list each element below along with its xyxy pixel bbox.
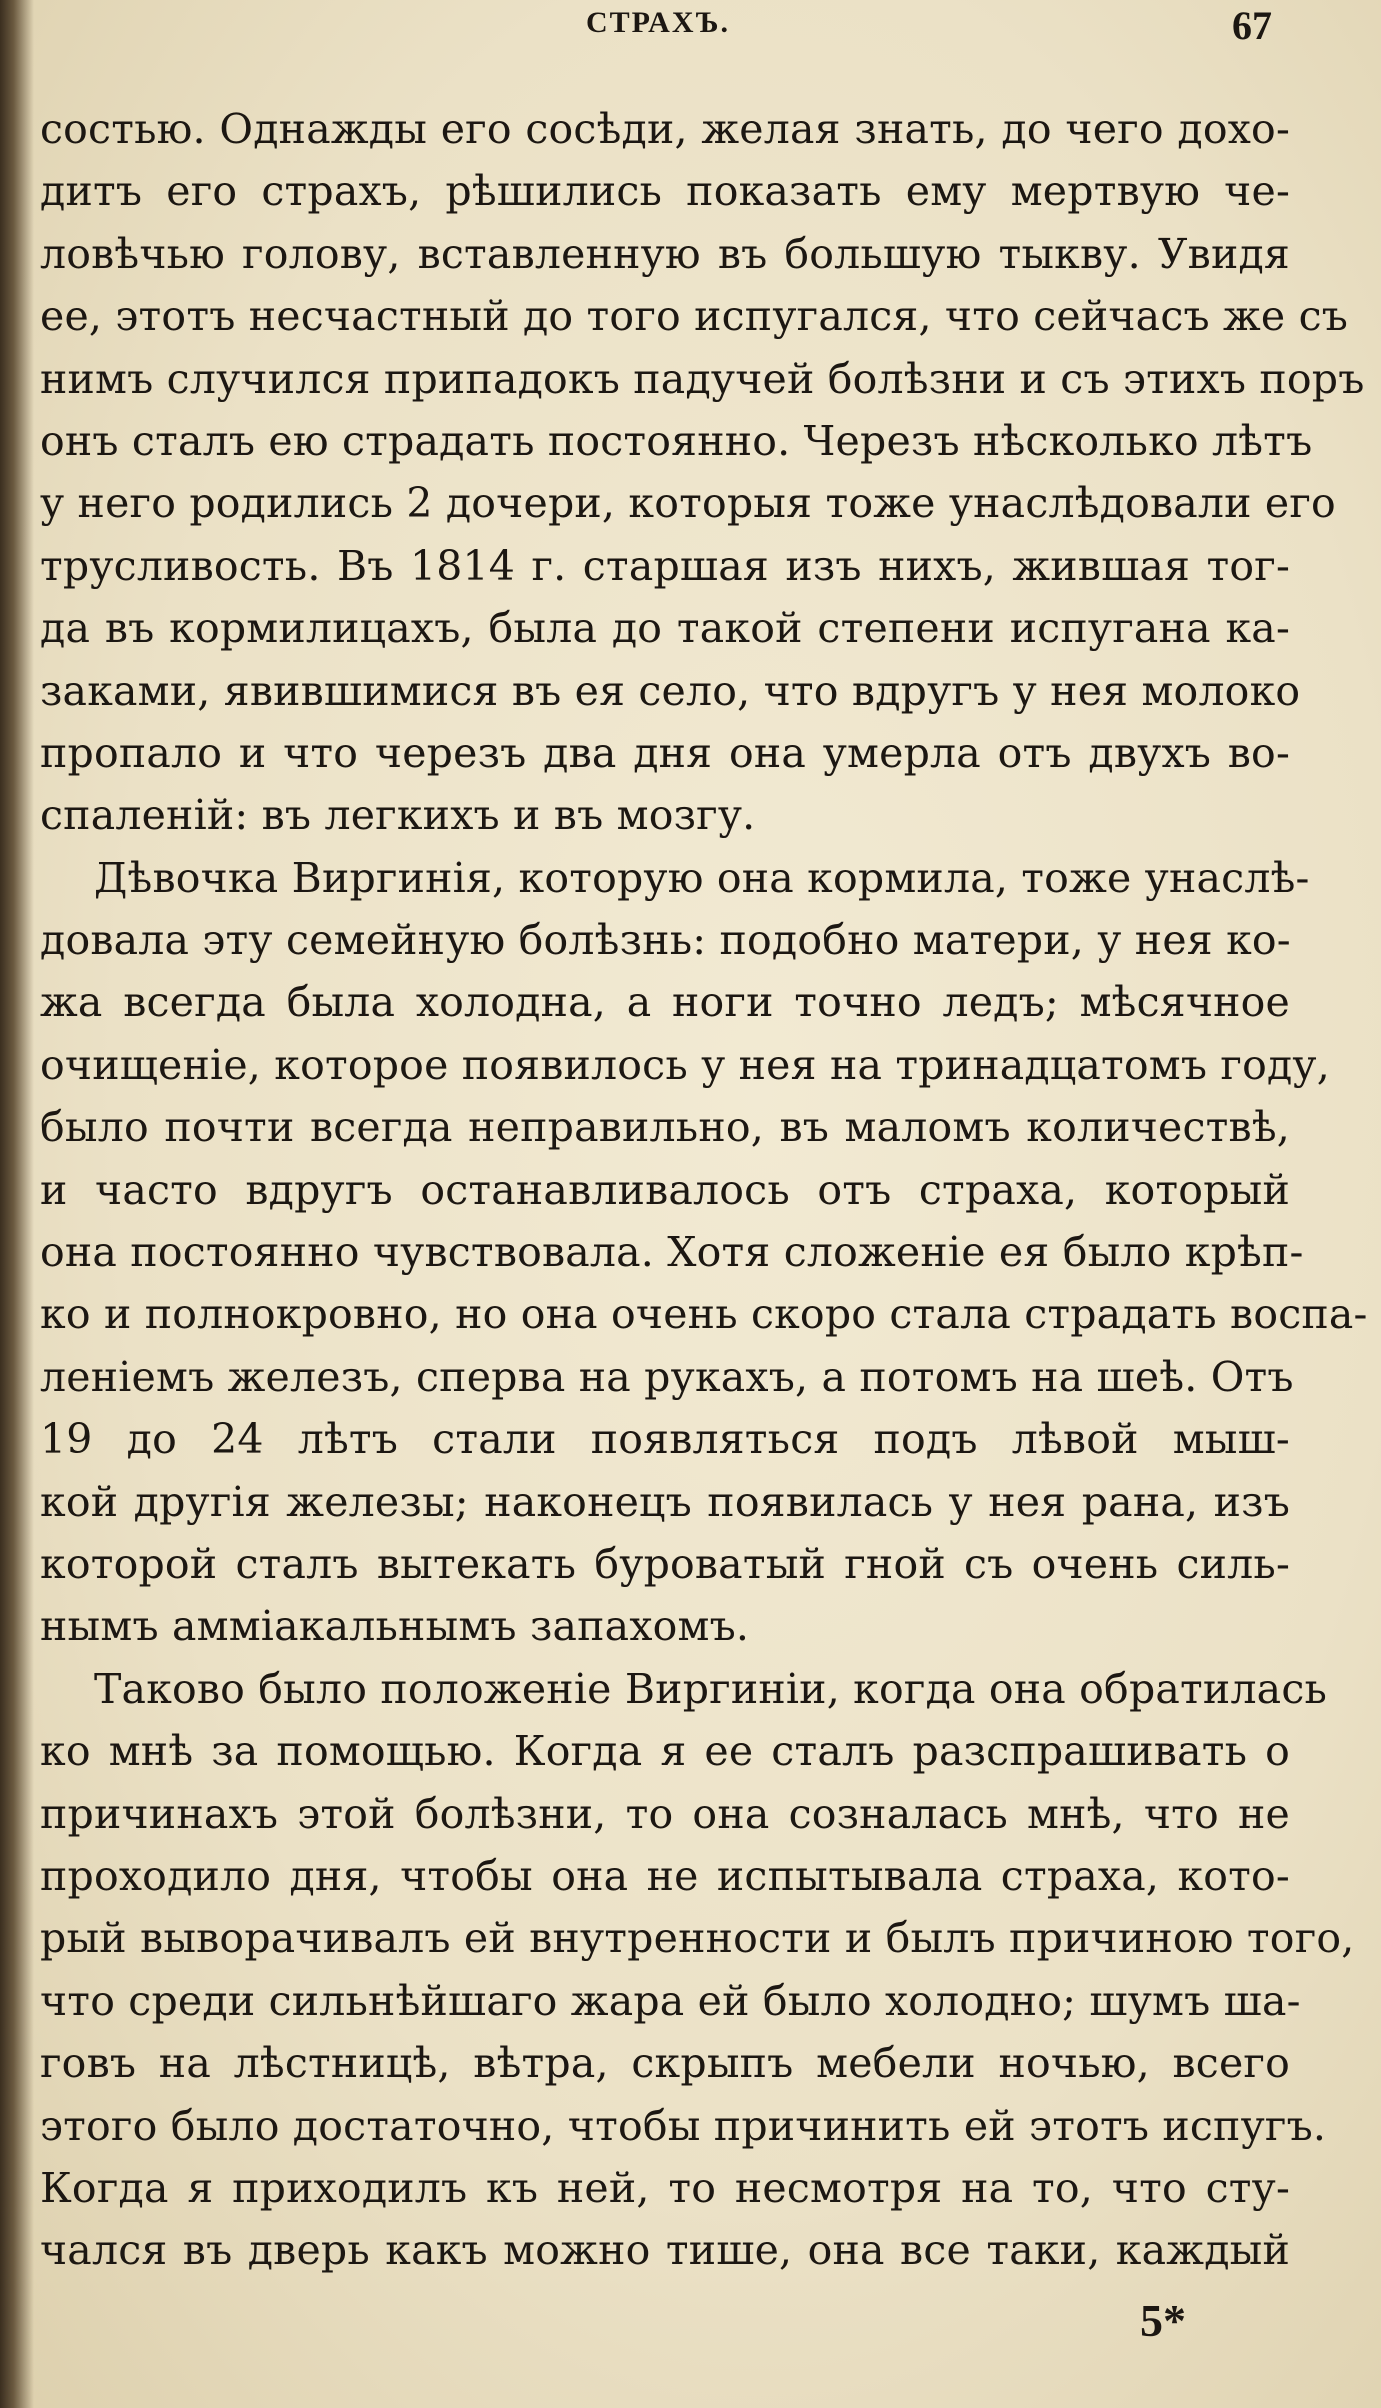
- text-line: спаленій: въ легкихъ и въ мозгу.: [40, 791, 756, 840]
- text-line: этого было достаточно, чтобы причинить ей этотъ испугъ.: [40, 2101, 1327, 2150]
- paragraph-3: [40, 1658, 1355, 2282]
- text-line: ко мнѣ за помощью. Когда я ее сталъ разспрашивать о: [40, 1727, 1290, 1776]
- binding-shadow: [0, 0, 34, 2408]
- text-line: кой другія железы; наконецъ появилась у нея рана, изъ: [40, 1477, 1290, 1526]
- text-line: жа всегда была холодна, а ноги точно ледъ; мѣсячное: [40, 978, 1290, 1027]
- text-line: у него родились 2 дочери, которыя тоже унаслѣдовали его: [40, 479, 1336, 528]
- text-line: леніемъ железъ, сперва на рукахъ, а потомъ на шеѣ. Отъ: [40, 1352, 1294, 1401]
- text-line: ловѣчью голову, вставленную въ большую тыкву. Увидя: [40, 229, 1290, 278]
- text-line: что среди сильнѣйшаго жара ей было холодно; шумъ ша-: [40, 1976, 1301, 2025]
- text-line: было почти всегда неправильно, въ маломъ количествѣ,: [40, 1103, 1290, 1152]
- running-head-title: СТРАХЪ.: [586, 6, 730, 39]
- text-line: которой сталъ вытекать буроватый гной съ очень силь-: [40, 1539, 1290, 1588]
- page-number: 67: [1232, 3, 1272, 48]
- text-line: проходило дня, чтобы она не испытывала страха, кото-: [40, 1851, 1290, 1900]
- paragraph-1: [40, 98, 1365, 847]
- text-line: пропало и что черезъ два дня она умерла отъ двухъ во-: [40, 728, 1290, 777]
- body-text: [40, 98, 1368, 2282]
- text-line: Таково было положеніе Виргиніи, когда она обратилась: [94, 1664, 1328, 1713]
- text-line: заками, явившимися въ ея село, что вдругъ у нея молоко: [40, 666, 1301, 715]
- text-line: причинахъ этой болѣзни, то она созналась мнѣ, что не: [40, 1789, 1290, 1838]
- text-line: говъ на лѣстницѣ, вѣтра, скрыпъ мебели ночью, всего: [40, 2039, 1290, 2088]
- text-line: дитъ его страхъ, рѣшились показать ему мертвую че-: [40, 167, 1290, 216]
- signature-mark: 5*: [1140, 2295, 1186, 2346]
- text-line: нымъ амміакальнымъ запахомъ.: [40, 1602, 750, 1651]
- text-line: 19 до 24 лѣтъ стали появляться подъ лѣвой мыш-: [40, 1415, 1290, 1464]
- text-line: ее, этотъ несчастный до того испугался, что сейчасъ же съ: [40, 292, 1349, 341]
- text-line: довала эту семейную болѣзнь: подобно матери, у нея ко-: [40, 916, 1291, 965]
- text-line: трусливость. Въ 1814 г. старшая изъ нихъ, жившая тог-: [40, 541, 1290, 590]
- text-line: состью. Однажды его сосѣди, желая знать, до чего дохо-: [40, 105, 1290, 153]
- text-line: нимъ случился припадокъ падучей болѣзни и съ этихъ поръ: [40, 354, 1365, 403]
- text-line: очищеніе, которое появилось у нея на тринадцатомъ году,: [40, 1040, 1330, 1089]
- text-line: онъ сталъ ею страдать постоянно. Черезъ нѣсколько лѣтъ: [40, 416, 1313, 465]
- running-head: [0, 3, 1381, 48]
- text-line: Дѣвочка Виргинія, которую она кормила, тоже унаслѣ-: [94, 853, 1310, 902]
- text-line: и часто вдругъ останавливалось отъ страха, который: [40, 1165, 1290, 1214]
- paragraph-2: [40, 847, 1368, 1658]
- text-line: чался въ дверь какъ можно тише, она все таки, каждый: [40, 2226, 1290, 2275]
- text-line: рый выворачивалъ ей внутренности и былъ причиною того,: [40, 1914, 1355, 1963]
- text-line: она постоянно чувствовала. Хотя сложеніе ея было крѣп-: [40, 1228, 1304, 1277]
- text-line: ко и полнокровно, но она очень скоро стала страдать воспа-: [40, 1290, 1368, 1339]
- text-line: Когда я приходилъ къ ней, то несмотря на то, что сту-: [40, 2163, 1290, 2212]
- text-line: да въ кормилицахъ, была до такой степени испугана ка-: [40, 604, 1290, 653]
